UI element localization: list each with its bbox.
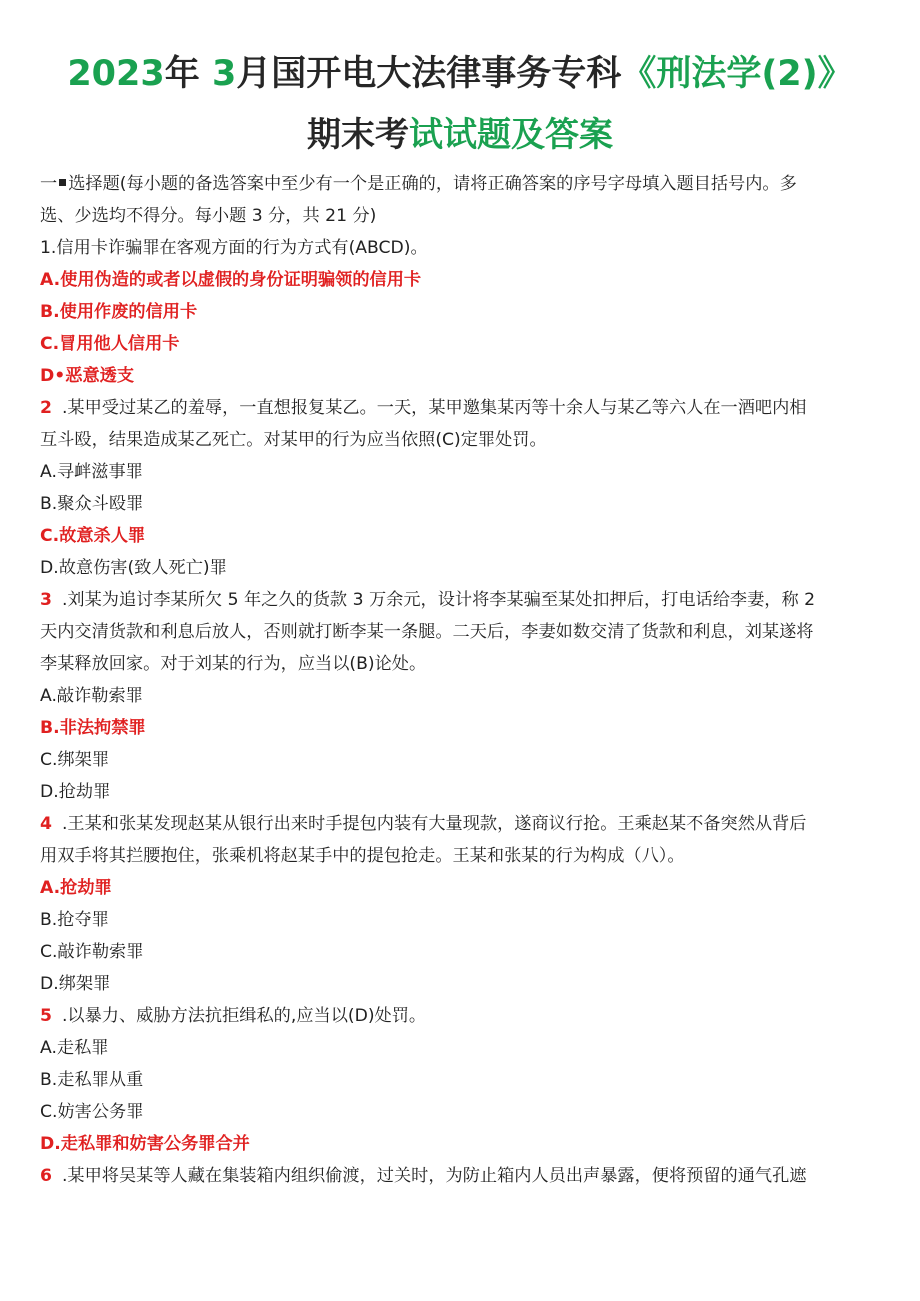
question-stem-text: .刘某为追讨李某所欠 5 年之久的货款 3 万余元，设计将李某骗至某处扣押后，打电话给李妻，称 2 bbox=[61, 590, 816, 610]
title-course-name: 月国开电大法律事务专科 bbox=[236, 54, 622, 94]
question-stem-text: .王某和张某发现赵某从银行出来时手提包内装有大量现款，遂商议行抢。王乘赵某不备突然从背后 bbox=[61, 814, 807, 834]
question-stem-line bbox=[40, 424, 880, 456]
title-exam: 期末考 bbox=[307, 115, 409, 155]
answer-option-correct: C.故意杀人罪 bbox=[40, 526, 146, 546]
question-stem-text: 1.信用卡诈骗罪在客观方面的行为方式有(ABCD)。 bbox=[40, 238, 428, 258]
section-intro-line-2: 选、少选均不得分。每小题 3 分，共 21 分) bbox=[40, 206, 377, 226]
question-number: 4 bbox=[40, 814, 52, 834]
question-stem-line bbox=[40, 648, 880, 680]
answer-option-correct: D•恶意透支 bbox=[40, 366, 135, 386]
question-stem-line bbox=[40, 584, 880, 616]
question-stem-text: .某甲受过某乙的羞辱，一直想报复某乙。一天，某甲邀集某丙等十余人与某乙等六人在一酒吧内相 bbox=[61, 398, 807, 418]
answer-option-correct: D.走私罪和妨害公务罪合并 bbox=[40, 1134, 250, 1154]
question-stem-line bbox=[40, 808, 880, 840]
bullet-square-icon bbox=[59, 179, 66, 186]
answer-option-correct: A.抢劫罪 bbox=[40, 878, 112, 898]
section-intro-line-1 bbox=[40, 168, 880, 200]
document-body bbox=[40, 168, 880, 1192]
question-stem-line bbox=[40, 1000, 880, 1032]
answer-option-correct: C.冒用他人信用卡 bbox=[40, 334, 180, 354]
question-stem-line bbox=[40, 232, 880, 264]
document-title-line-2 bbox=[0, 113, 920, 157]
title-subject: 《刑法学(2)》 bbox=[621, 54, 853, 94]
answer-option: C.敲诈勒索罪 bbox=[40, 942, 144, 962]
question-stem-text: 李某释放回家。对于刘某的行为，应当以(B)论处。 bbox=[40, 654, 427, 674]
section-number: 一 bbox=[40, 174, 58, 194]
answer-option: D.绑架罪 bbox=[40, 974, 111, 994]
answer-option: A.敲诈勒索罪 bbox=[40, 686, 143, 706]
answer-option: B.走私罪从重 bbox=[40, 1070, 144, 1090]
answer-option-correct: A.使用伪造的或者以虚假的身份证明骗领的信用卡 bbox=[40, 270, 422, 290]
question-list bbox=[40, 232, 880, 1192]
answer-option: C.妨害公务罪 bbox=[40, 1102, 144, 1122]
answer-option-correct: B.使用作废的信用卡 bbox=[40, 302, 198, 322]
question-stem-line bbox=[40, 1160, 880, 1192]
section-intro-text: 选择题(每小题的备选答案中至少有一个是正确的，请将正确答案的序号字母填入题目括号内。多 bbox=[68, 174, 797, 194]
question-number: 5 bbox=[40, 1006, 52, 1026]
question-stem-line bbox=[40, 840, 880, 872]
title-year: 2023 bbox=[67, 54, 165, 94]
answer-option: B.抢夺罪 bbox=[40, 910, 109, 930]
answer-option: A.寻衅滋事罪 bbox=[40, 462, 143, 482]
question-stem-text: .某甲将吴某等人藏在集装箱内组织偷渡，过关时，为防止箱内人员出声暴露，便将预留的通气孔遮 bbox=[61, 1166, 807, 1186]
question-stem-text: 天内交清货款和利息后放人，否则就打断李某一条腿。二天后，李妻如数交清了货款和利息，刘某遂将 bbox=[40, 622, 814, 642]
question-stem-text: 用双手将其拦腰抱住，张乘机将赵某手中的提包抢走。王某和张某的行为构成（八）。 bbox=[40, 846, 685, 866]
answer-option-correct: B.非法拘禁罪 bbox=[40, 718, 146, 738]
answer-option: B.聚众斗殴罪 bbox=[40, 494, 144, 514]
question-number: 2 bbox=[40, 398, 52, 418]
question-stem-line bbox=[40, 392, 880, 424]
answer-option: D.抢劫罪 bbox=[40, 782, 111, 802]
question-number: 3 bbox=[40, 590, 52, 610]
answer-option: D.故意伤害(致人死亡)罪 bbox=[40, 558, 227, 578]
answer-option: C.绑架罪 bbox=[40, 750, 110, 770]
question-stem-text: 互斗殴，结果造成某乙死亡。对某甲的行为应当依照(C)定罪处罚。 bbox=[40, 430, 547, 450]
document-title-line-1 bbox=[0, 52, 920, 96]
answer-option: A.走私罪 bbox=[40, 1038, 109, 1058]
title-year-char: 年 bbox=[164, 54, 200, 94]
question-number: 6 bbox=[40, 1166, 52, 1186]
question-stem-line bbox=[40, 616, 880, 648]
title-month: 3 bbox=[211, 54, 237, 94]
title-answers: 试试题及答案 bbox=[409, 115, 613, 155]
question-stem-text: .以暴力、威胁方法抗拒缉私的,应当以(D)处罚。 bbox=[61, 1006, 427, 1026]
